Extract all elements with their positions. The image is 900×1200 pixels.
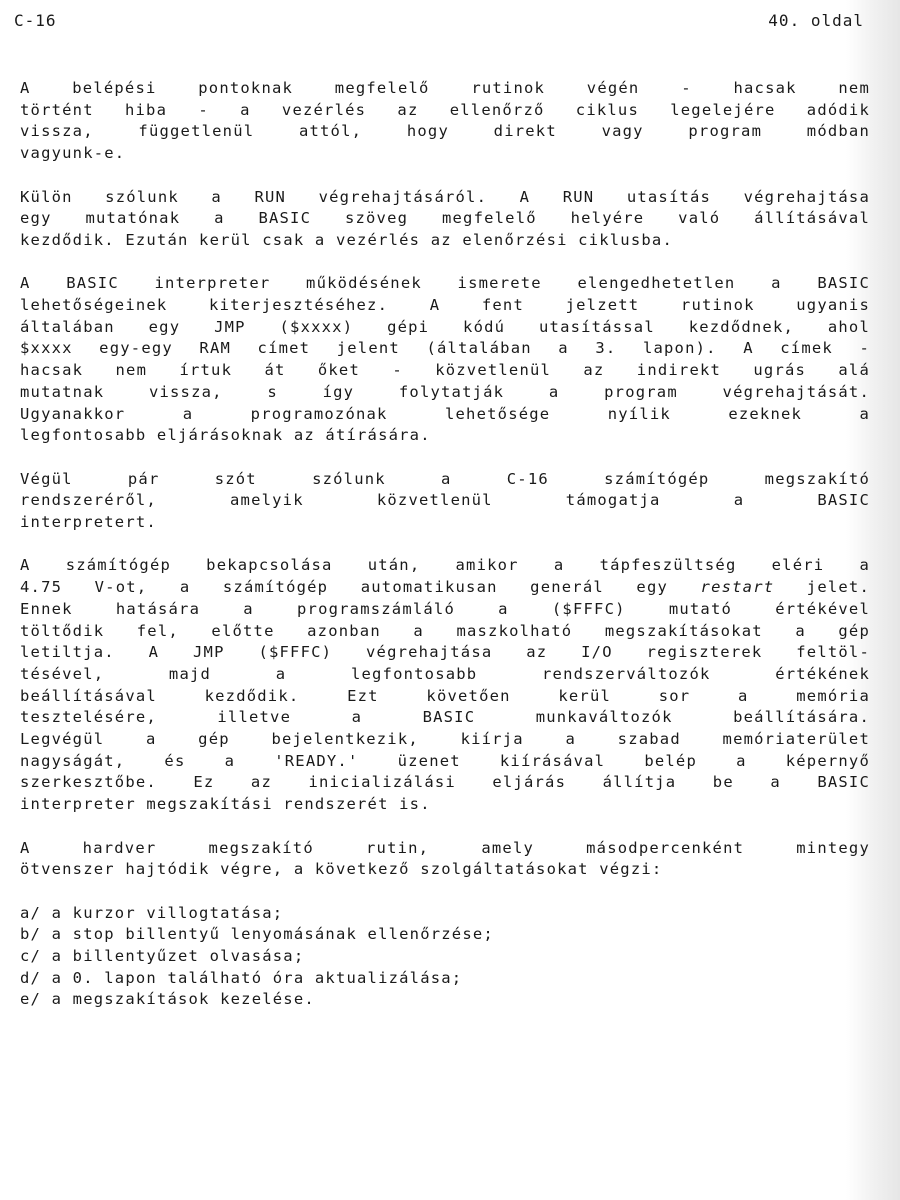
text-line: történt hiba - a vezérlés az ellenőrző ciklus legelejére adódik (20, 100, 870, 119)
text-line: A BASIC interpreter működésének ismerete elengedhetetlen a BASIC (20, 274, 870, 293)
text-line: ötvenszer hajtódik végre, a következő szolgáltatásokat végzi: (20, 860, 663, 879)
paragraph-1 (20, 78, 870, 165)
text-line: A hardver megszakító rutin, amely másodpercenként mintegy (20, 838, 870, 857)
paragraph-3 (20, 273, 870, 447)
header-page-number: 40. oldal (768, 10, 864, 30)
text-line: hacsak nem írtuk át őket - közvetlenül az indirekt ugrás alá (20, 361, 870, 380)
text-line: vissza, függetlenül attól, hogy direkt vagy program módban (20, 122, 870, 141)
text-line: Ennek hatására a programszámláló a ($FFFC) mutató értékével (20, 599, 870, 618)
text-line: Ugyanakkor a programozónak lehetősége nyílik ezeknek a (20, 404, 870, 423)
text-line: mutatnak vissza, s így folytatják a program végrehajtását. (20, 382, 870, 401)
text-line: vagyunk-e. (20, 144, 126, 163)
text-line: letiltja. A JMP ($FFFC) végrehajtása az I/O regiszterek feltöl- (20, 643, 870, 662)
text-line: Külön szólunk a RUN végrehajtásáról. A RUN utasítás végrehajtása (20, 187, 870, 206)
text-line: lehetőségeinek kiterjesztéséhez. A fent jelzett rutinok ugyanis (20, 296, 870, 314)
text-line: legfontosabb eljárásoknak az átírására. (20, 426, 431, 445)
list-item: e/ a megszakítások kezelése. (20, 990, 315, 1009)
paragraph-4 (20, 469, 870, 534)
list-item: d/ a 0. lapon található óra aktualizálása; (20, 968, 463, 987)
header-book-title: C-16 (14, 10, 57, 30)
text-line: egy mutatónak a BASIC szöveg megfelelő helyére való állításával (20, 209, 870, 228)
text-line: kezdődik. Ezután kerül csak a vezérlés az elenőrzési ciklusba. (20, 230, 673, 249)
text-line: beállításával kezdődik. Ezt követően kerül sor a memória (20, 686, 870, 705)
text-line: Végül pár szót szólunk a C-16 számítógép megszakító (20, 469, 870, 488)
text-line: A számítógép bekapcsolása után, amikor a tápfeszültség eléri a (20, 556, 870, 575)
text-line: $xxxx egy-egy RAM címet jelent (általában a 3. lapon). A címek - (20, 339, 870, 358)
text-line: tésével, majd a legfontosabb rendszerváltozók értékének (20, 664, 870, 683)
paragraph-5 (20, 555, 870, 815)
text-line: tesztelésére, illetve a BASIC munkaváltozók beállítására. (20, 708, 870, 727)
text-line: A belépési pontoknak megfelelő rutinok végén - hacsak nem (20, 79, 870, 97)
list-item: c/ a billentyűzet olvasása; (20, 947, 305, 966)
text-line: rendszeréről, amelyik közvetlenül támogatja a BASIC (20, 491, 870, 510)
text-line: általában egy JMP ($xxxx) gépi kódú utasítással kezdődnek, ahol (20, 317, 870, 336)
document-body (20, 78, 870, 1011)
service-list (20, 903, 870, 1012)
paragraph-6 (20, 838, 870, 881)
text-line: töltődik fel, előtte azonban a maszkolható megszakításokat a gép (20, 621, 870, 640)
text-line: szerkesztőbe. Ez az inicializálási eljárás állítja be a BASIC (20, 773, 870, 792)
page-header (12, 8, 864, 32)
text-line: interpreter megszakítási rendszerét is. (20, 795, 431, 814)
text-line: 4.75 V-ot, a számítógép automatikusan generál egy restart jelet. (20, 578, 870, 597)
text-line: nagyságát, és a 'READY.' üzenet kiírásával belép a képernyő (20, 751, 870, 770)
text-line: Legvégül a gép bejelentkezik, kiírja a szabad memóriaterület (20, 730, 870, 749)
text-line: interpretert. (20, 513, 157, 532)
list-item: b/ a stop billentyű lenyomásának ellenőrzése; (20, 925, 494, 944)
paragraph-2 (20, 187, 870, 252)
list-item: a/ a kurzor villogtatása; (20, 903, 284, 922)
